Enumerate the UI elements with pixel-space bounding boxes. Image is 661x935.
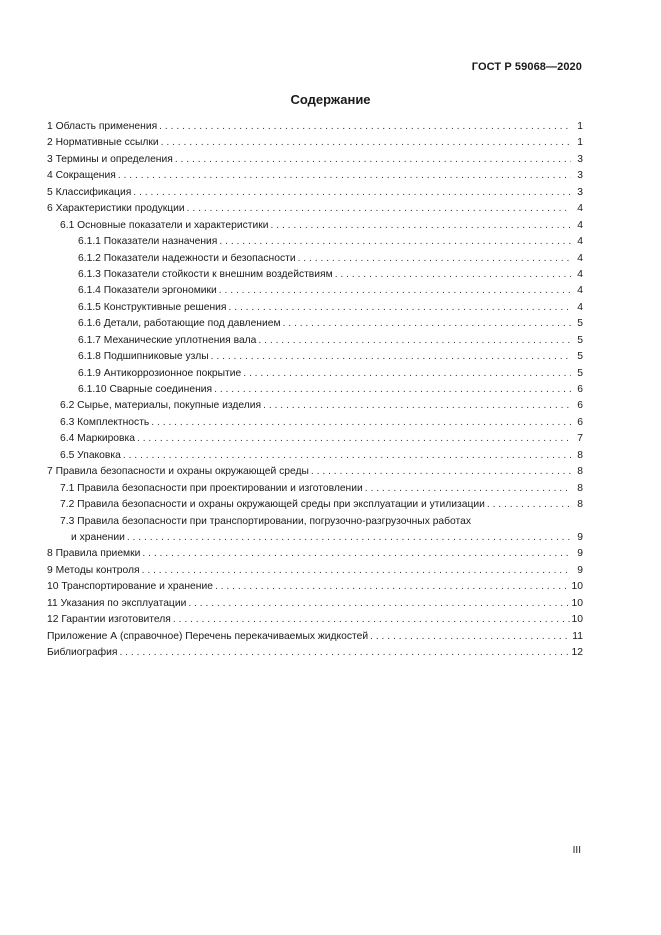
toc-entry[interactable]	[47, 283, 583, 299]
toc-entry-text: 10 Транспортирование и хранение	[47, 581, 213, 593]
toc-entry[interactable]	[47, 398, 583, 414]
dot-leader	[487, 497, 571, 513]
toc-entry-page: 6	[577, 384, 583, 395]
toc-entry-page: 4	[577, 236, 583, 248]
toc-entry-text: 7.3 Правила безопасности при транспортировании, погрузочно-разгрузочных работах	[60, 515, 472, 527]
dot-leader	[219, 283, 571, 299]
toc-entry-page: 6	[577, 400, 583, 412]
toc-entry-page: 4	[577, 301, 583, 313]
toc-entry-continuation[interactable]	[47, 530, 583, 546]
dot-leader	[151, 415, 571, 431]
toc-entry-text: 9 Методы контроля	[47, 564, 140, 576]
toc-entry-text: 7.1 Правила безопасности при проектировании и изготовлении	[60, 482, 363, 494]
toc-entry[interactable]	[47, 612, 583, 628]
toc-entry[interactable]	[47, 201, 583, 217]
toc-entry-text: 6 Характеристики продукции	[47, 203, 185, 215]
dot-leader	[211, 349, 571, 365]
dot-leader	[175, 152, 571, 168]
toc-entry[interactable]	[47, 333, 583, 349]
toc-entry-page: 5	[577, 351, 583, 363]
toc-entry[interactable]	[47, 645, 583, 661]
toc-entry[interactable]	[47, 596, 583, 612]
toc-entry-page: 1	[577, 121, 583, 132]
toc-entry-page: 1	[577, 137, 583, 149]
dot-leader	[311, 464, 571, 480]
toc-entry[interactable]	[47, 431, 583, 447]
toc-entry-page: 5	[577, 318, 583, 330]
dot-leader	[173, 612, 570, 628]
toc-entry-page: 9	[577, 531, 583, 543]
toc-entry-page: 8	[577, 482, 583, 494]
table-of-contents	[47, 119, 583, 661]
toc-entry-text: 6.1.8 Подшипниковые узлы	[78, 351, 209, 363]
toc-entry-text: 8 Правила приемки	[47, 548, 141, 560]
toc-entry-page: 3	[577, 153, 583, 165]
toc-entry-text: 6.1.6 Детали, работающие под давлением	[78, 318, 281, 330]
toc-entry-text: 6.1.5 Конструктивные решения	[78, 301, 227, 313]
toc-entry-page: 8	[577, 449, 583, 461]
toc-entry-text: 7.2 Правила безопасности и охраны окружающей среды при эксплуатации и утилизации	[60, 499, 485, 511]
dot-leader	[370, 629, 570, 645]
toc-entry-text: 6.1.2 Показатели надежности и безопасности	[78, 252, 296, 264]
toc-entry-text: Библиография	[47, 647, 118, 658]
dot-leader	[365, 481, 571, 497]
toc-entry-text: 11 Указания по эксплуатации	[47, 597, 187, 609]
toc-entry-text: 6.2 Сырье, материалы, покупные изделия	[60, 400, 262, 412]
toc-entry[interactable]	[47, 234, 583, 250]
dot-leader	[187, 201, 571, 217]
toc-entry-text: 6.1 Основные показатели и характеристики	[60, 219, 269, 231]
toc-entry-page: 9	[577, 564, 583, 576]
toc-entry[interactable]	[47, 497, 583, 513]
toc-title: Содержание	[290, 92, 371, 107]
toc-entry[interactable]	[47, 546, 583, 562]
toc-entry[interactable]	[47, 168, 583, 184]
dot-leader	[142, 546, 571, 562]
toc-entry-page: 10	[571, 581, 583, 593]
toc-entry-text: 6.3 Комплектность	[60, 416, 150, 428]
toc-entry-text: 7 Правила безопасности и охраны окружающей среды	[47, 466, 309, 478]
toc-entry-text: 6.1.4 Показатели эргономики	[78, 285, 217, 297]
toc-entry-text: 5 Классификация	[47, 186, 132, 198]
toc-entry[interactable]	[47, 563, 583, 579]
dot-leader	[123, 448, 571, 464]
toc-entry-text: 6.1.9 Антикоррозионное покрытие	[78, 367, 242, 379]
dot-leader	[118, 168, 571, 184]
toc-entry[interactable]	[47, 316, 583, 332]
toc-entry[interactable]	[47, 579, 583, 595]
toc-entry-text: 12 Гарантии изготовителя	[47, 614, 171, 626]
dot-leader	[335, 267, 571, 283]
dot-leader	[214, 382, 571, 398]
toc-entry-text: 4 Сокращения	[47, 170, 116, 182]
dot-leader	[161, 135, 571, 151]
toc-entry[interactable]	[47, 185, 583, 201]
toc-entry-page: 8	[577, 499, 583, 511]
dot-leader	[119, 645, 569, 661]
toc-entry-page: 7	[577, 433, 583, 445]
dot-leader	[127, 530, 571, 546]
toc-entry-text: 6.1.10 Сварные соединения	[78, 384, 213, 395]
toc-entry-page: 4	[577, 285, 583, 297]
dot-leader	[142, 563, 571, 579]
toc-entry-page: 4	[577, 219, 583, 231]
toc-entry[interactable]	[47, 481, 583, 497]
dot-leader	[258, 333, 571, 349]
toc-entry-text: и хранении	[71, 531, 125, 543]
toc-entry[interactable]	[47, 415, 583, 431]
page-number: III	[572, 845, 581, 856]
toc-entry-page: 10	[571, 597, 583, 609]
dot-leader	[215, 579, 570, 595]
toc-entry[interactable]	[47, 152, 583, 168]
toc-entry[interactable]	[47, 382, 583, 398]
dot-leader	[159, 119, 571, 135]
toc-entry[interactable]	[47, 119, 583, 135]
toc-entry[interactable]	[47, 218, 583, 234]
toc-entry-page: 4	[577, 252, 583, 264]
toc-entry-text: 2 Нормативные ссылки	[47, 137, 159, 149]
dot-leader	[283, 316, 571, 332]
dot-leader	[188, 596, 569, 612]
dot-leader	[263, 398, 571, 414]
toc-entry-page: 6	[577, 416, 583, 428]
toc-entry[interactable]	[47, 300, 583, 316]
toc-entry[interactable]	[47, 267, 583, 283]
toc-entry-text: 6.1.3 Показатели стойкости к внешним воздействиям	[78, 268, 333, 280]
dot-leader	[137, 431, 571, 447]
toc-entry-page: 4	[577, 268, 583, 280]
toc-entry-text: 3 Термины и определения	[47, 153, 173, 165]
toc-entry[interactable]	[47, 448, 583, 464]
toc-entry-text: 6.1.7 Механические уплотнения вала	[78, 334, 257, 346]
dot-leader	[298, 251, 571, 267]
toc-entry-page: 3	[577, 170, 583, 182]
toc-entry-page: 12	[571, 647, 583, 658]
toc-entry-text: Приложение А (справочное) Перечень перекачиваемых жидкостей	[47, 630, 369, 642]
toc-entry-text: 1 Область применения	[47, 121, 158, 132]
toc-entry-page: 9	[577, 548, 583, 560]
toc-entry-page: 8	[577, 466, 583, 478]
toc-entry-page: 3	[577, 186, 583, 198]
dot-leader	[229, 300, 572, 316]
toc-entry-page: 10	[571, 614, 583, 626]
toc-entry[interactable]	[47, 366, 583, 382]
toc-entry-page: 11	[572, 630, 583, 642]
dot-leader	[219, 234, 571, 250]
toc-entry-text: 6.5 Упаковка	[60, 449, 121, 461]
toc-entry-page: 5	[577, 334, 583, 346]
toc-entry-page: 5	[577, 367, 583, 379]
dot-leader	[271, 218, 572, 234]
toc-entry[interactable]	[47, 349, 583, 365]
document-code: ГОСТ Р 59068—2020	[471, 61, 582, 73]
toc-entry[interactable]	[47, 629, 583, 645]
toc-entry-text: 6.4 Маркировка	[60, 433, 135, 445]
dot-leader	[133, 185, 571, 201]
dot-leader	[243, 366, 571, 382]
toc-entry[interactable]	[47, 251, 583, 267]
toc-entry-wrapped[interactable]	[47, 514, 583, 530]
toc-entry-page: 4	[577, 203, 583, 215]
toc-entry[interactable]	[47, 135, 583, 151]
toc-entry[interactable]	[47, 464, 583, 480]
toc-entry-text: 6.1.1 Показатели назначения	[78, 236, 218, 248]
